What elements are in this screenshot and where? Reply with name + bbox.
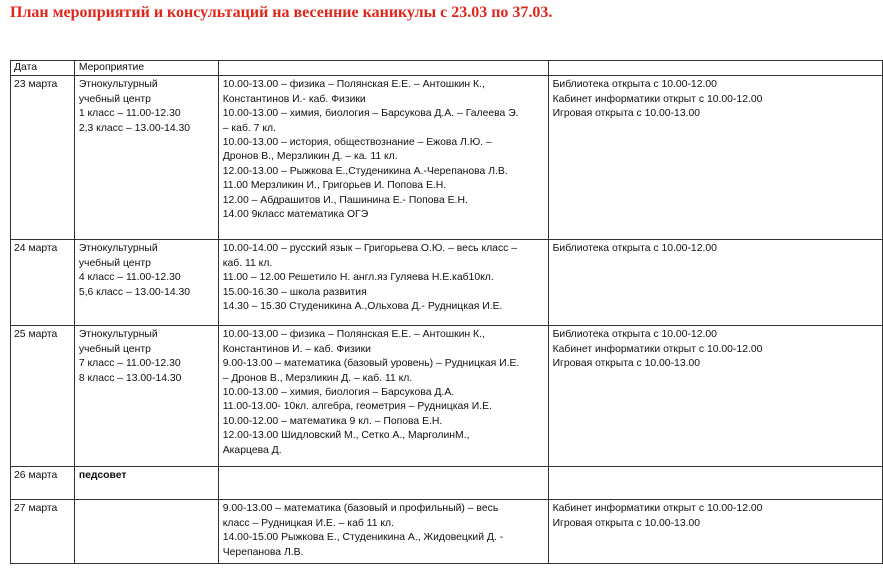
cell-line: Кабинет информатики открыт с 10.00-12.00 (552, 503, 763, 515)
cell-line: 10.00-13.00 – история, обществознание – Ежова Л.Ю. – (222, 137, 492, 149)
extra-info-cell (548, 240, 882, 326)
cell-line: 9.00-13.00 – математика (базовый уровень) – Рудницкая И.Е. (222, 358, 520, 370)
date-cell: 24 марта (11, 240, 75, 326)
cell-line: 10.00-13.00 – химия, биология – Барсукова Д.А. (222, 387, 455, 399)
cell-line: учебный центр (78, 93, 151, 105)
table-row (11, 500, 883, 564)
cell-line: 10.00-13.00 – химия, биология – Барсукова Д.А. – Галеева Э. (222, 108, 519, 120)
table-row (11, 240, 883, 326)
cell-line: 1 класс – 11.00-12.30 (78, 108, 181, 120)
extra-info-cell (548, 76, 882, 240)
cell-line: 11.00 Мерзликин И., Григорьев И. Попова Е.Н. (222, 180, 447, 192)
cell-line: Дронов В., Мерзликин Д. – ка. 11 кл. (222, 151, 398, 163)
header-consultations (218, 61, 548, 76)
header-row (11, 61, 883, 76)
event-cell (74, 500, 218, 564)
cell-line: Библиотека открыта с 10.00-12.00 (552, 79, 717, 91)
event-cell (74, 326, 218, 467)
header-extra (548, 61, 882, 76)
table-row (11, 467, 883, 500)
cell-line: Кабинет информатики открыт с 10.00-12.00 (552, 343, 763, 355)
cell-line: Черепанова Л.В. (222, 546, 304, 558)
cell-line: 10.00-13.00 – физика – Полянская Е.Е. – Антошкин К., (222, 329, 485, 341)
cell-line: Этнокультурный (78, 329, 158, 341)
cell-line: Константинов И.- каб. Физики (222, 93, 366, 105)
consultation-cell (218, 76, 548, 240)
cell-line: учебный центр (78, 257, 151, 269)
cell-line: 12.00-13.00 – Рыжкова Е.,Студеникина А.-Черепанова Л.В. (222, 165, 508, 177)
schedule-table (10, 60, 883, 564)
cell-line: учебный центр (78, 343, 151, 355)
event-cell (74, 240, 218, 326)
cell-line: 11.00 – 12.00 Решетило Н. англ.яз Гуляева Н.Е.каб10кл. (222, 272, 494, 284)
header-date: Дата (11, 61, 75, 76)
header-event: Мероприятие (74, 61, 218, 76)
cell-line: 14.00-15.00 Рыжкова Е., Студеникина А., Жидовецкий Д. - (222, 532, 504, 544)
date-cell: 25 марта (11, 326, 75, 467)
cell-line: 14.00 9класс математика ОГЭ (222, 209, 369, 221)
cell-line: 2,3 класс – 13.00-14.30 (78, 122, 191, 134)
cell-line: Этнокультурный (78, 79, 158, 91)
event-cell (74, 76, 218, 240)
cell-line: 12.00-13.00 Шидловский М., Сетко А., МарголинМ., (222, 430, 470, 442)
cell-line: 4 класс – 11.00-12.30 (78, 272, 181, 284)
cell-line: 10.00-13.00 – физика – Полянская Е.Е. – Антошкин К., (222, 79, 485, 91)
cell-line: 10.00-12.00 – математика 9 кл. – Попова Е.Н. (222, 415, 443, 427)
cell-line: Библиотека открыта с 10.00-12.00 (552, 243, 717, 255)
cell-line: Акарцева Д. (222, 444, 282, 456)
date-cell: 27 марта (11, 500, 75, 564)
date-cell: 26 марта (11, 467, 75, 500)
cell-line: – Дронов В., Мерзликин Д. – каб. 11 кл. (222, 372, 413, 384)
table-row (11, 76, 883, 240)
extra-info-cell (548, 500, 882, 564)
cell-line: Игровая открыта с 10.00-13.00 (552, 108, 701, 120)
consultation-cell (218, 467, 548, 500)
cell-line: Игровая открыта с 10.00-13.00 (552, 517, 701, 529)
cell-line: 5,6 класс – 13.00-14.30 (78, 286, 191, 298)
cell-line: Игровая открыта с 10.00-13.00 (552, 358, 701, 370)
cell-line: 14.30 – 15.30 Студеникина А.,Ольхова Д.- Рудницкая И.Е. (222, 301, 503, 313)
cell-line: Этнокультурный (78, 243, 158, 255)
cell-line: каб. 11 кл. (222, 257, 273, 269)
cell-line: педсовет (78, 470, 127, 482)
cell-line: 7 класс – 11.00-12.30 (78, 358, 181, 370)
extra-info-cell (548, 467, 882, 500)
cell-line: 11.00-13.00- 10кл. алгебра, геометрия – Рудницкая И.Е. (222, 401, 492, 413)
extra-info-cell (548, 326, 882, 467)
event-cell (74, 467, 218, 500)
cell-line: Библиотека открыта с 10.00-12.00 (552, 329, 717, 341)
consultation-cell (218, 500, 548, 564)
consultation-cell (218, 240, 548, 326)
cell-line: 10.00-14.00 – русский язык – Григорьева О.Ю. – весь класс – (222, 243, 518, 255)
cell-line: 9.00-13.00 – математика (базовый и профильный) – весь (222, 503, 499, 515)
page-title: План мероприятий и консультаций на весенние каникулы с 23.03 по 37.03. (10, 4, 553, 21)
date-cell: 23 марта (11, 76, 75, 240)
table-row (11, 326, 883, 467)
cell-line: класс – Рудницкая И.Е. – каб 11 кл. (222, 517, 394, 529)
cell-line: Кабинет информатики открыт с 10.00-12.00 (552, 93, 763, 105)
cell-line: 15.00-16.30 – школа развития (222, 286, 367, 298)
cell-line: Константинов И. – каб. Физики (222, 343, 371, 355)
cell-line: – каб. 7 кл. (222, 122, 276, 134)
cell-line: 8 класс – 13.00-14.30 (78, 372, 182, 384)
cell-line: 12.00 – Абдрашитов И., Пашинина Е.- Попова Е.Н. (222, 194, 468, 206)
consultation-cell (218, 326, 548, 467)
